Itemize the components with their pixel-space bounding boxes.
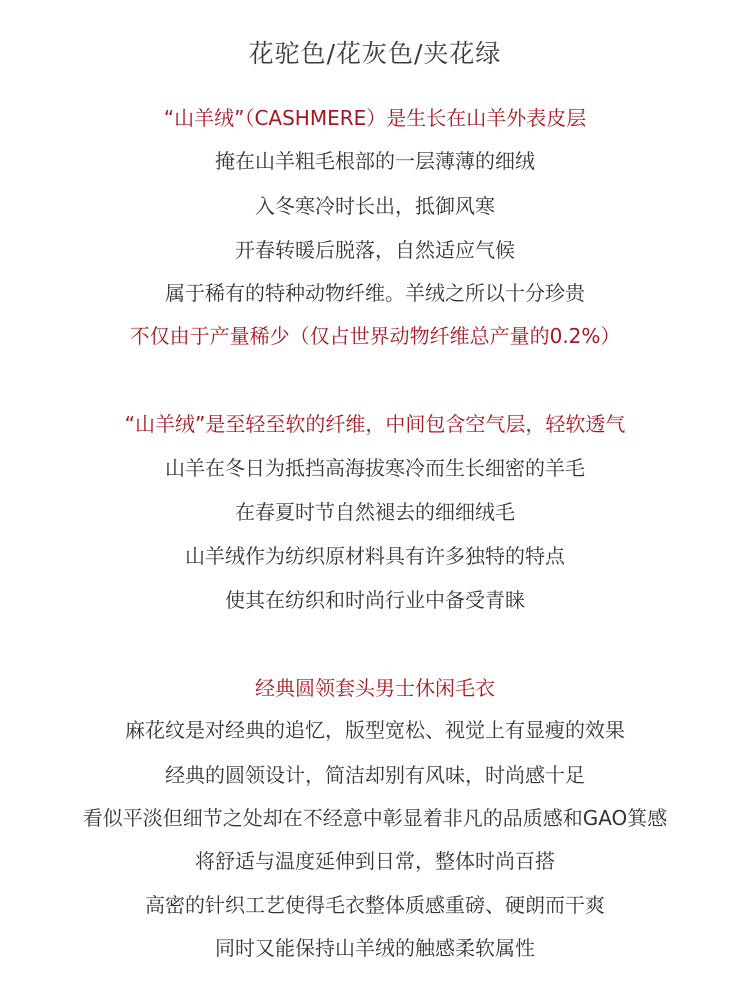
section3-line-2: 经典的圆领设计，简洁却别有风味，时尚感十足	[165, 763, 585, 787]
section1-closing: 不仅由于产量稀少（仅占世界动物纤维总产量的0.2%）	[129, 324, 621, 348]
section1-line-3: 开春转暖后脱落，自然适应气候	[235, 238, 515, 262]
section2-heading: “山羊绒”是至轻至软的纤维，中间包含空气层，轻软透气	[124, 412, 626, 436]
section3-line-1: 麻花纹是对经典的追忆，版型宽松、视觉上有显瘦的效果	[125, 718, 625, 742]
section3-line-4: 将舒适与温度延伸到日常，整体时尚百搭	[195, 849, 555, 873]
section2-line-3: 山羊绒作为纺织原材料具有许多独特的特点	[185, 544, 565, 568]
section1-line-1: 掩在山羊粗毛根部的一层薄薄的细绒	[215, 149, 535, 173]
section1-line-4: 属于稀有的特种动物纤维。羊绒之所以十分珍贵	[165, 281, 585, 305]
section1-heading: “山羊绒”（CASHMERE）是生长在山羊外表皮层	[163, 106, 587, 130]
section3-line-3: 看似平淡但细节之处却在不经意中彰显着非凡的品质感和GAO箕感	[82, 806, 668, 830]
section3-line-6: 同时又能保持山羊绒的触感柔软属性	[215, 936, 535, 960]
section1-line-2: 入冬寒冷时长出，抵御风寒	[255, 194, 495, 218]
color-options-title: 花驼色/花灰色/夹花绿	[248, 39, 502, 68]
section3-heading: 经典圆领套头男士休闲毛衣	[255, 676, 495, 700]
section3-line-5: 高密的针织工艺使得毛衣整体质感重磅、硬朗而干爽	[145, 893, 605, 917]
section2-line-1: 山羊在冬日为抵挡高海拔寒冷而生长细密的羊毛	[165, 456, 585, 480]
section2-line-4: 使其在纺织和时尚行业中备受青睐	[225, 588, 525, 612]
section2-line-2: 在春夏时节自然褪去的细细绒毛	[235, 500, 515, 524]
